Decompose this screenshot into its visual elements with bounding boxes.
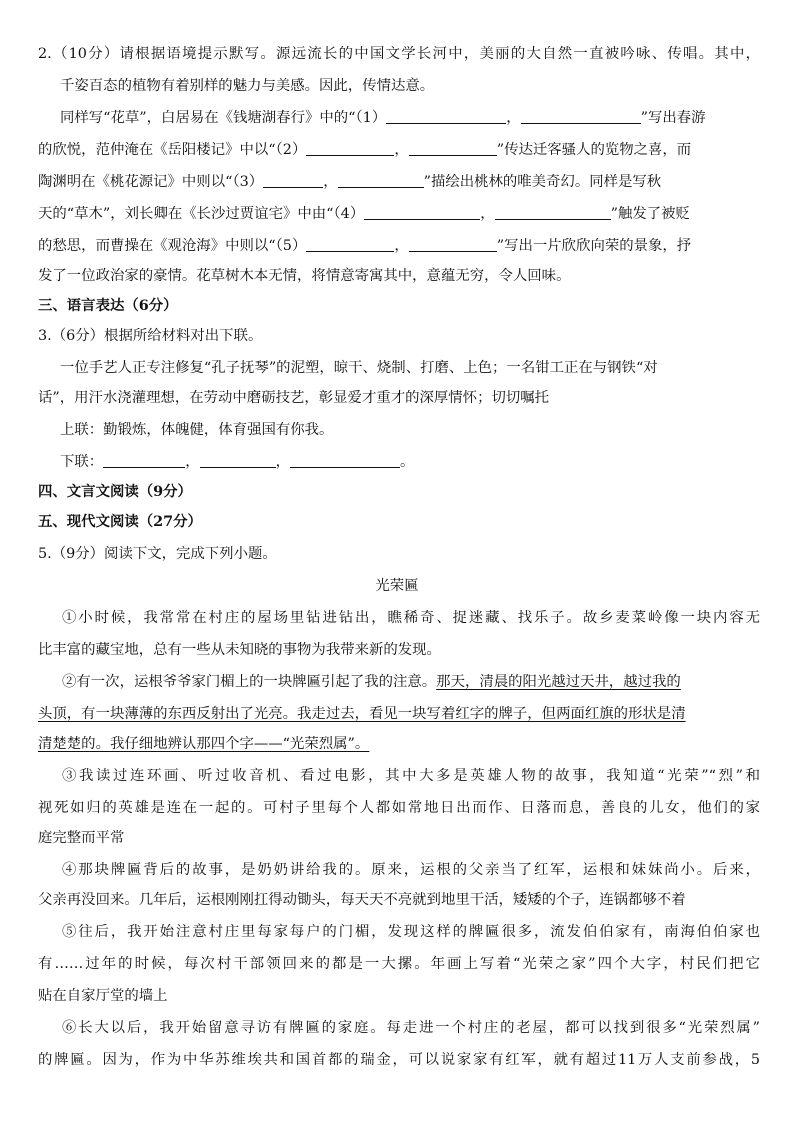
q2-line-5: [38, 172, 760, 192]
passage-p3-line-3: 庭完整而平常: [38, 830, 125, 846]
comma: ，: [394, 142, 409, 158]
q2-line-7-tail: ”写出一片欣欣向荣的景象，抒: [496, 238, 692, 254]
passage-p3-line-2: 视死如归的英雄是连在一起的。可村子里每个人都如常地日出而作、日落而息，善良的儿女，他们的家: [38, 800, 760, 816]
passage-p3-line-1: ③我读过连环画、听过收音机、看过电影，其中大多是英雄人物的故事，我知道“光荣”“烈”和: [62, 768, 760, 784]
q2-line-5-tail: ”描绘出桃林的唯美奇幻。同样是写秋: [423, 174, 662, 190]
q2-line-7-text: 的愁思，而曹操在《观沧海》中则以“（5）: [38, 238, 307, 254]
passage-p5-line-3: 贴在自家厅堂的墙上: [38, 988, 168, 1004]
q3-line-1: 3.（6分）根据所给材料对出下联。: [38, 328, 263, 344]
comma: ，: [323, 174, 338, 190]
passage-p2-line-1: [62, 672, 784, 692]
q2-line-2: 千姿百态的植物有着别样的魅力与美感。因此，传情达意。: [60, 78, 435, 94]
passage-p1-line-1: ①小时候，我常常在村庄的屋场里钻进钻出，瞧稀奇、捉迷藏、找乐子。故乡麦菜岭像一块内容无: [62, 610, 760, 626]
answer-blank-3b[interactable]: [338, 173, 424, 188]
answer-blank-2a[interactable]: [306, 141, 394, 156]
passage-p4-line-2: 父亲再没回来。几年后，运根刚刚扛得动锄头，每天天不亮就到地里干活，矮矮的个子，连锅都够不着: [38, 892, 686, 908]
answer-blank-2b[interactable]: [409, 141, 497, 156]
couplet-blank-3[interactable]: [290, 453, 400, 468]
q3-lower-couplet: [60, 452, 782, 472]
answer-blank-4b[interactable]: [495, 205, 611, 220]
couplet-blank-2[interactable]: [200, 453, 276, 468]
comma: ，: [394, 238, 409, 254]
answer-blank-4a[interactable]: [364, 205, 480, 220]
passage-p5-line-2: 有……过年的时候，每次村干部领回来的都是一大摞。年画上写着“光荣之家”四个大字，村民们把它: [38, 956, 760, 972]
passage-p6-line-2: 的牌匾。因为，作为中华苏维埃共和国首都的瑞金，可以说家家有红军，就有超过11万人支前参战，5: [38, 1052, 760, 1068]
section-4-heading: 四、文言文阅读（9分）: [38, 483, 192, 500]
passage-p2-line-3: [38, 734, 760, 754]
q2-line-3: [60, 108, 782, 128]
q2-line-6-text: 天的“草木”，刘长卿在《长沙过贾谊宅》中由“（4）: [38, 206, 365, 222]
answer-blank-1a[interactable]: [386, 109, 506, 124]
q2-line-4: [38, 140, 760, 160]
q3-line-2: 一位手艺人正专注修复“孔子抚琴”的泥塑，晾干、烧制、打磨、上色；一名钳工正在与钢铁“对: [60, 360, 658, 376]
couplet-blank-1[interactable]: [103, 453, 185, 468]
q2-line-6: [38, 204, 760, 224]
q2-line-7: [38, 236, 760, 256]
passage-p4-line-1: ④那块牌匾背后的故事，是奶奶讲给我的。原来，运根的父亲当了红军，运根和妹妹尚小。后来，: [62, 862, 760, 878]
q2-line-3-text: 同样写“花草”，白居易在《钱塘湖春行》中的“（1）: [60, 110, 387, 126]
underlined-sentence: 清楚楚的。我仔细地辨认那四个字——“光荣烈属”。: [38, 736, 370, 752]
q5-intro: 5.（9分）阅读下文，完成下列小题。: [38, 546, 277, 562]
q2-line-5-text: 陶渊明在《桃花源记》中则以“（3）: [38, 174, 264, 190]
q2-line-4-tail: ”传达迁客骚人的览物之喜，而: [496, 142, 692, 158]
answer-blank-5b[interactable]: [409, 237, 497, 252]
passage-p2-line-2: 头顶，有一块薄薄的东西反射出了光亮。我走过去，看见一块写着红字的牌子，但两面红旗的形状是清: [38, 706, 686, 722]
section-3-heading: 三、语言表达（6分）: [38, 297, 178, 314]
answer-blank-1b[interactable]: [521, 109, 641, 124]
q3-upper-couplet: 上联：勤锻炼，体魄健，体育强国有你我。: [60, 422, 334, 438]
q2-line-3-tail: ”写出春游: [640, 110, 706, 126]
q2-line-1: 2.（10分）请根据语境提示默写。源远流长的中国文学长河中，美丽的大自然一直被吟咏、传唱。其中，: [38, 46, 760, 62]
lower-couplet-label: 下联：: [60, 454, 104, 470]
period: 。: [400, 454, 415, 470]
answer-blank-5a[interactable]: [306, 237, 394, 252]
q3-line-3: 话”，用汗水浇灌理想，在劳动中磨砺技艺，彰显爱才重才的深厚情怀；切切嘱托: [38, 390, 550, 406]
comma: ，: [480, 206, 495, 222]
underlined-sentence: 那天，清晨的阳光越过天井，越过我的: [436, 674, 681, 690]
comma: ，: [275, 454, 290, 470]
passage-p1-line-2: 比丰富的藏宝地，总有一些从未知晓的事物为我带来新的发现。: [38, 642, 441, 658]
q2-line-8: 发了一位政治家的豪情。花草树木本无情，将情意寄寓其中，意蕴无穷，令人回味。: [38, 268, 571, 284]
passage-title: 光荣匾: [375, 578, 419, 594]
section-5-heading: 五、现代文阅读（27分）: [38, 513, 202, 530]
q2-line-4-text: 的欣悦，范仲淹在《岳阳楼记》中以“（2）: [38, 142, 307, 158]
q2-line-6-tail: ”触发了被贬: [610, 206, 690, 222]
comma: ，: [506, 110, 521, 126]
passage-p2-text: ②有一次，运根爷爷家门楣上的一块牌匾引起了我的注意。: [62, 674, 437, 690]
answer-blank-3a[interactable]: [263, 173, 323, 188]
comma: ，: [185, 454, 200, 470]
passage-p5-line-1: ⑤往后，我开始注意村庄里每家每户的门楣，发现这样的牌匾很多，流发伯伯家有，南海伯伯家也: [62, 924, 760, 940]
passage-p6-line-1: ⑥长大以后，我开始留意寻访有牌匾的家庭。每走进一个村庄的老屋，都可以找到很多“光荣烈属”: [62, 1020, 760, 1036]
